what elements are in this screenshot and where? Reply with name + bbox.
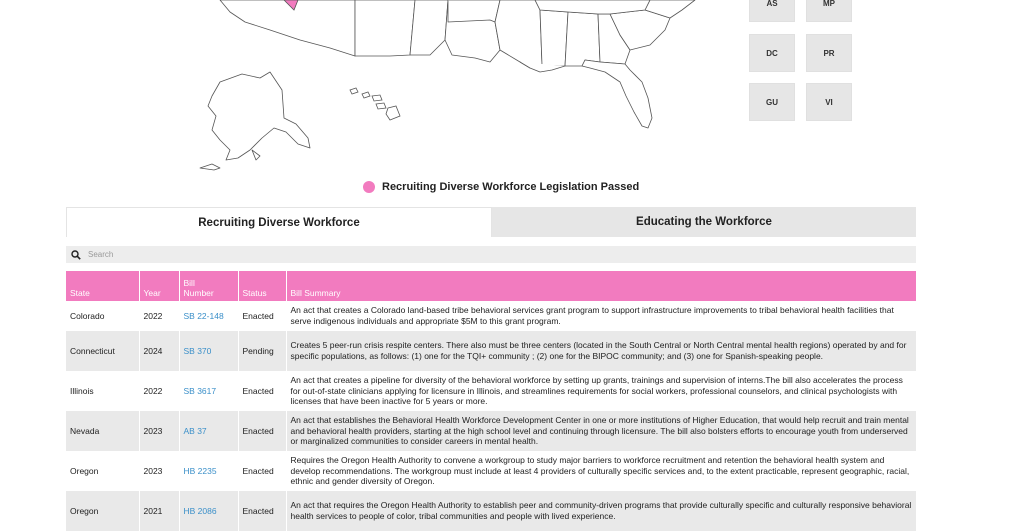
us-map[interactable] (190, 0, 710, 172)
cell-summary: Creates 5 peer-run crisis respite centers. There also must be three centers (located in the South Central or North Central mental health regions) operated by and for specific populations, as follows: (1) one for the TQI+ community ; (2) one for the BIPOC community; and (3) one for Spanish-speaking people. (286, 331, 916, 371)
state-shape (582, 60, 652, 128)
tab-recruiting-diverse-workforce[interactable]: Recruiting Diverse Workforce (66, 207, 492, 237)
legislation-table (66, 271, 916, 531)
table-row (66, 491, 916, 531)
territory-button-mp[interactable]: MP (806, 0, 852, 22)
territory-button-pr[interactable]: PR (806, 34, 852, 72)
cell-bill (179, 331, 238, 371)
cell-state: Connecticut (66, 331, 139, 371)
tab-bar (66, 207, 916, 237)
cell-year: 2023 (139, 451, 179, 491)
column-header-state[interactable]: State (66, 271, 139, 301)
legend-dot-icon (363, 181, 375, 193)
cell-summary: Requires the Oregon Health Authority to convene a workgroup to study major barriers to workforce recruitment and retention the behavioral health system and develop recommendations. The workgroup must include at least 4 providers of culturally specific services and, to the extent practicable, represent geographic, racial, ethnic and gender diversity of Oregon. (286, 451, 916, 491)
search-bar (66, 246, 916, 263)
cell-state: Oregon (66, 451, 139, 491)
cell-summary: An act that creates a pipeline for diversity of the behavioral workforce by setting up grants, trainings and supervision of interns.The bill also accelerates the process for out-of-state clinicians applying for licensure in Illinois, and streamlines requirements for social workers, professional counselors, and clinical psychologists with licenses that have been inactive for 5 years or more. (286, 371, 916, 411)
cell-summary: An act that requires the Oregon Health Authority to establish peer and community-driven programs that provide culturally specific and culturally responsive behavioral health services to people of color, tribal communities and people with lived experience. (286, 491, 916, 531)
tab-educating-the-workforce[interactable]: Educating the Workforce (492, 207, 916, 237)
cell-year: 2023 (139, 411, 179, 451)
column-header-status[interactable]: Status (238, 271, 286, 301)
cell-state: Nevada (66, 411, 139, 451)
table-row (66, 411, 916, 451)
territory-button-dc[interactable]: DC (749, 34, 795, 72)
state-shape (540, 10, 568, 66)
column-header-bill-summary[interactable]: Bill Summary (286, 271, 916, 301)
cell-bill (179, 301, 238, 331)
cell-bill (179, 371, 238, 411)
bill-link[interactable]: HB 2086 (183, 505, 217, 516)
territory-button-as[interactable]: AS (749, 0, 795, 22)
cell-status: Enacted (238, 371, 286, 411)
bill-link[interactable]: AB 37 (183, 425, 207, 436)
cell-summary: An act that creates a Colorado land-based tribe behavioral services grant program to support infrastructure improvements to tribal behavioral health facilities that serve indigenous individuals and appropriate $5M to this grant program. (286, 301, 916, 331)
cell-year: 2022 (139, 301, 179, 331)
bill-link[interactable]: SB 3617 (183, 385, 217, 396)
state-shape (565, 12, 600, 66)
table-row (66, 331, 916, 371)
bill-header-line2: Number (183, 288, 214, 298)
cell-year: 2024 (139, 331, 179, 371)
cell-year: 2021 (139, 491, 179, 531)
territory-button-vi[interactable]: VI (806, 83, 852, 121)
cell-bill (179, 491, 238, 531)
bill-link[interactable]: SB 370 (183, 345, 212, 356)
column-header-bill-number[interactable] (179, 271, 238, 301)
cell-status: Enacted (238, 301, 286, 331)
alaska-shape (200, 72, 310, 170)
cell-state: Oregon (66, 491, 139, 531)
cell-status: Enacted (238, 491, 286, 531)
table-row (66, 451, 916, 491)
cell-status: Enacted (238, 451, 286, 491)
legend-label: Recruiting Diverse Workforce Legislation Passed (382, 181, 640, 193)
state-shape (410, 0, 448, 55)
bill-link[interactable]: HB 2235 (183, 465, 217, 476)
table-row (66, 301, 916, 331)
column-header-year[interactable]: Year (139, 271, 179, 301)
state-shape (355, 0, 415, 56)
cell-status: Enacted (238, 411, 286, 451)
cell-bill (179, 411, 238, 451)
state-shape (495, 0, 542, 68)
cell-summary: An act that establishes the Behavioral Health Workforce Development Center in one or more institutions of Higher Education, that would help recruit and train mental and behavioral health providers, starting at the high school level and continuing through licensure. The bill also bolsters efforts to encourage youth from underserved or marginalized communities to consider careers in mental health. (286, 411, 916, 451)
table-header-row (66, 271, 916, 301)
us-map-svg[interactable] (190, 0, 710, 172)
search-input[interactable] (88, 250, 388, 259)
search-icon (71, 250, 81, 260)
bill-link[interactable]: SB 22-148 (183, 310, 224, 321)
table-row (66, 371, 916, 411)
cell-state: Colorado (66, 301, 139, 331)
cell-year: 2022 (139, 371, 179, 411)
territory-button-gu[interactable]: GU (749, 83, 795, 121)
cell-bill (179, 451, 238, 491)
state-shape (220, 0, 355, 56)
cell-status: Pending (238, 331, 286, 371)
hawaii-shape (350, 88, 400, 120)
map-legend (363, 181, 639, 193)
bill-header-line1: Bill (183, 278, 195, 288)
cell-state: Illinois (66, 371, 139, 411)
